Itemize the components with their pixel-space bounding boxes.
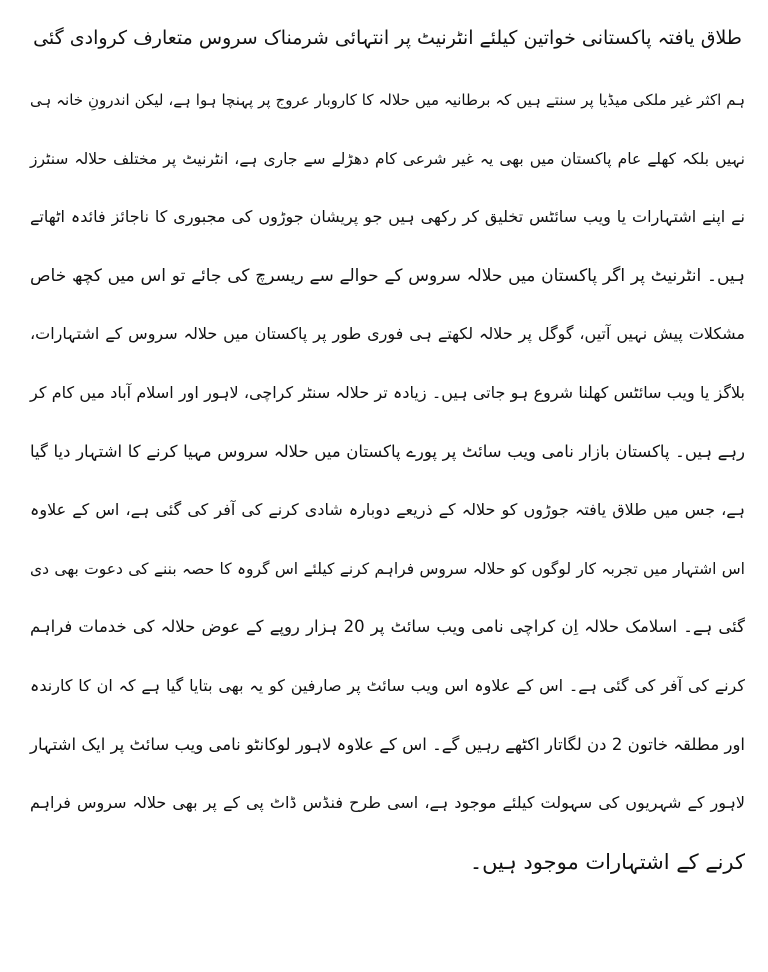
body-line: ہیں۔ انٹرنیٹ پر اگر پاکستان میں حلالہ سروس کے حوالے سے ریسرچ کی جائے تو اس میں کچھ خاص <box>30 265 745 286</box>
body-line: نے اپنے اشتہارات یا ویب سائٹس تخلیق کر رکھی ہیں جو پریشان جوڑوں کی مجبوری کا ناجائز فائدہ اٹھاتے <box>30 207 745 227</box>
body-line: اس اشتہار میں تجربہ کار لوگوں کو حلالہ سروس فراہم کرنے کیلئے اس گروہ کا حصہ بننے کی دعوت بھی دی <box>30 559 745 578</box>
body-line: کرنے کی آفر کی گئی ہے۔ اس کے علاوہ اس ویب سائٹ پر صارفین کو یہ بھی بتایا گیا ہے کہ ان کا کارندہ <box>30 675 745 695</box>
article-title: طلاق یافتہ پاکستانی خواتین کیلئے انٹرنیٹ پر انتہائی شرمناک سروس متعارف کروادی گئی <box>33 27 742 49</box>
body-line: اور مطلقہ خاتون 2 دن لگاتار اکٹھے رہیں گے۔ اس کے علاوہ لاہور لوکانٹو نامی ویب سائٹ پر ایک اشتہار <box>30 734 745 754</box>
article <box>30 18 745 900</box>
body-line: ہم اکثر غیر ملکی میڈیا پر سنتے ہیں کہ برطانیہ میں حلالہ کا کاروبار عروج پر پہنچا ہوا ہے، لیکن اندرونِ خانہ ہی <box>30 91 745 109</box>
body-line: نہیں بلکہ کھلے عام پاکستان میں بھی یہ غیر شرعی کام دھڑلے سے جاری ہے، انٹرنیٹ پر مختلف حلالہ سنٹرز <box>30 149 745 168</box>
body-line: لاہور کے شہریوں کی سہولت کیلئے موجود ہے، اسی طرح فنڈس ڈاٹ پی کے پر بھی حلالہ سروس فراہم <box>30 793 745 813</box>
body-line: مشکلات پیش نہیں آتیں، گوگل پر حلالہ لکھتے ہی فوری طور پر پاکستان میں حلالہ سروس کے اشتہارات، <box>30 324 745 344</box>
body-line: رہے ہیں۔ پاکستان بازار نامی ویب سائٹ پر پورے پاکستان میں حلالہ سروس مہیا کرنے کا اشتہار دیا گیا <box>30 441 745 461</box>
body-line-last: کرنے کے اشتہارات موجود ہیں۔ <box>469 849 745 874</box>
body-line: گئی ہے۔ اسلامک حلالہ اِن کراچی نامی ویب سائٹ پر 20 ہزار روپے کے عوض حلالہ کی خدمات فراہم <box>30 617 746 637</box>
body-line: ہے، جس میں طلاق یافتہ جوڑوں کو حلالہ کے ذریعے دوبارہ شادی کرنے کی آفر کی گئی ہے، اس کے علاوہ <box>30 500 745 520</box>
body-line: بلاگز یا ویب سائٹس کھلنا شروع ہو جاتی ہیں۔ زیادہ تر حلالہ سنٹر کراچی، لاہور اور اسلام آباد میں کام کر <box>30 382 745 402</box>
article-body <box>30 80 745 900</box>
